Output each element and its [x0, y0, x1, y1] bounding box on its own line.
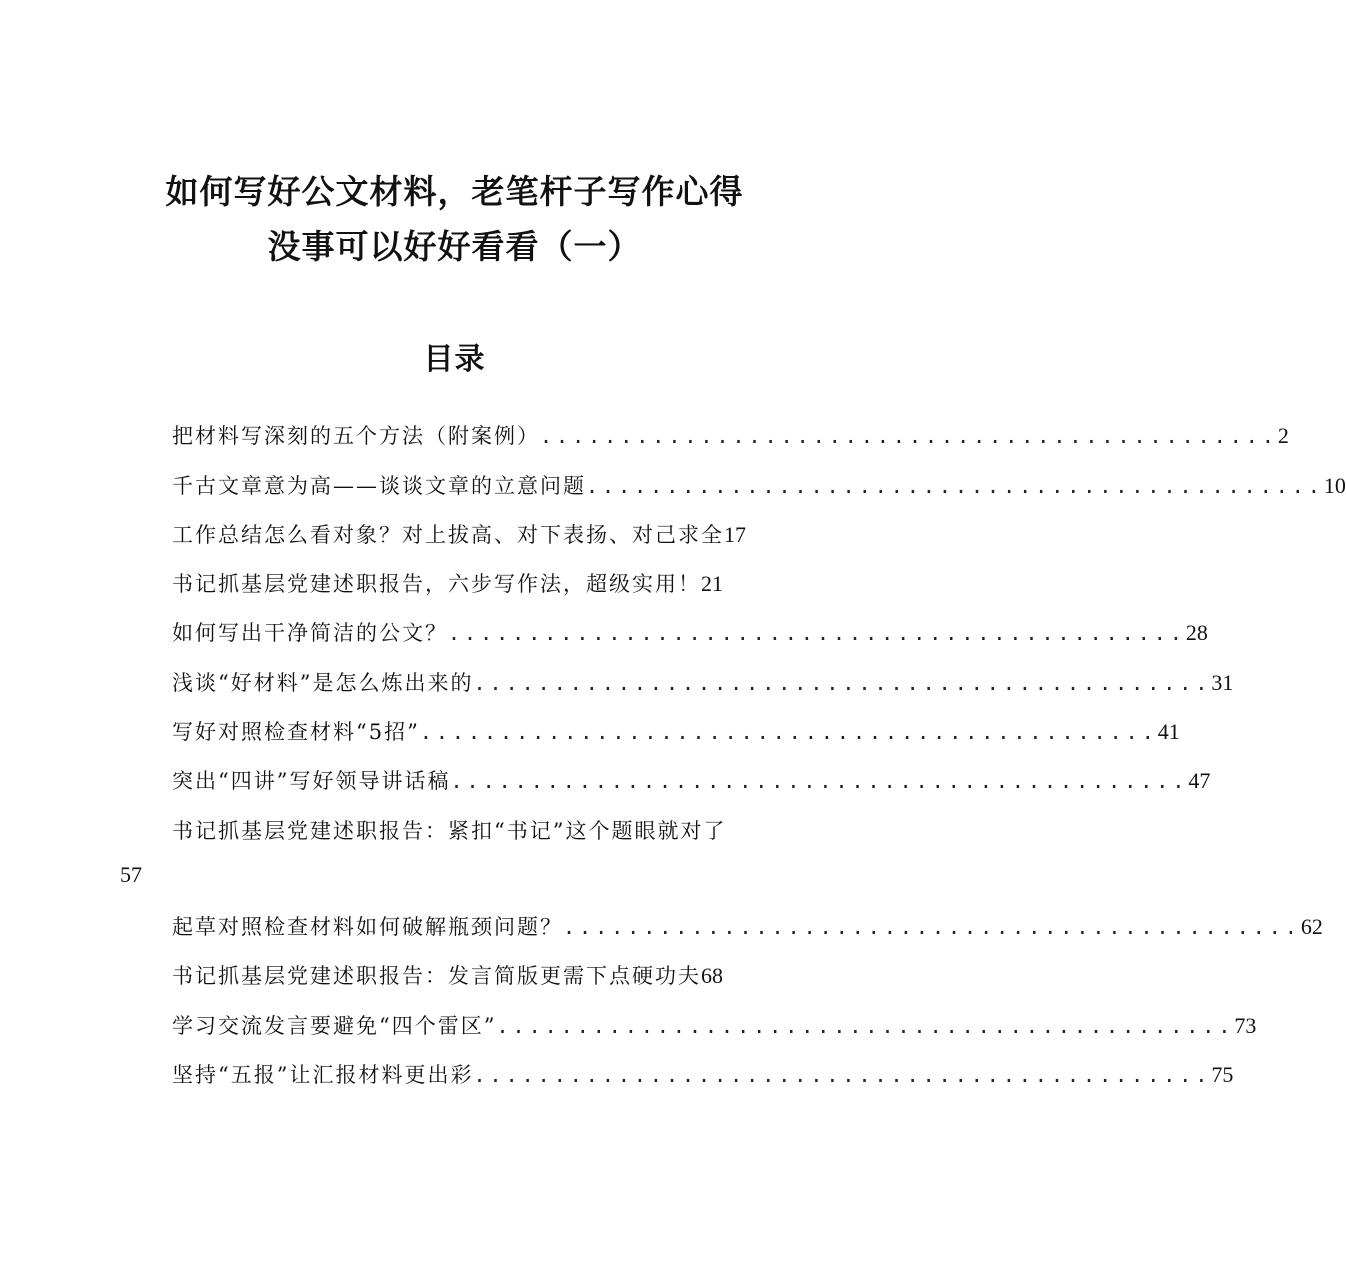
- toc-entry-title: 书记抓基层党建述职报告：紧扣“书记”这个题眼就对了: [172, 819, 727, 843]
- toc-entry[interactable]: [172, 667, 1234, 697]
- toc-entry[interactable]: [172, 420, 1289, 450]
- toc-entry-title: 工作总结怎么看对象？对上拔高、对下表扬、对己求全: [172, 523, 724, 547]
- toc-entry-title: 如何写出干净简洁的公文？: [172, 621, 448, 645]
- toc-entry-page: 31: [1211, 670, 1234, 695]
- toc-entry-title: 写好对照检查材料“5招”: [172, 720, 420, 744]
- toc-leader-dots: ..............................................: [563, 915, 1301, 939]
- toc-entry-page: 21: [701, 571, 723, 596]
- toc-entry-page: 68: [701, 963, 723, 988]
- toc-entry-title: 书记抓基层党建述职报告，六步写作法，超级实用！: [172, 572, 701, 596]
- toc-entry-page: 62: [1300, 914, 1323, 939]
- toc-entry[interactable]: [172, 911, 1323, 941]
- toc-entry-page: 17: [724, 522, 746, 547]
- document-title-line-2: 没事可以好好看看（一）: [267, 227, 642, 266]
- toc-leader-dots: ..............................................: [448, 621, 1186, 645]
- toc-entry[interactable]: [172, 1010, 1257, 1040]
- toc-entry-page: 2: [1277, 423, 1289, 448]
- toc-entry-page: 75: [1211, 1062, 1234, 1087]
- toc-entry[interactable]: [172, 568, 756, 598]
- toc-entry-title: 起草对照检查材料如何破解瓶颈问题？: [172, 915, 563, 939]
- toc-entry[interactable]: [172, 617, 1208, 647]
- toc-entry-title: 浅谈“好材料”是怎么炼出来的: [172, 671, 474, 695]
- toc-entry[interactable]: [172, 815, 792, 845]
- toc-entry-page: 28: [1185, 620, 1208, 645]
- toc-leader-dots: ..............................................: [586, 474, 1324, 498]
- toc-entry-title: 学习交流发言要避免“四个雷区”: [172, 1014, 497, 1038]
- toc-entry[interactable]: [172, 765, 1211, 795]
- toc-entry[interactable]: [172, 1059, 1234, 1089]
- toc-entry-page: 41: [1157, 719, 1180, 744]
- toc-entry-page[interactable]: 57: [120, 862, 142, 887]
- toc-leader-dots: ..............................................: [540, 424, 1278, 448]
- toc-entry-title: 千古文章意为高——谈谈文章的立意问题: [172, 474, 586, 498]
- document-title-line-1: 如何写好公文材料，老笔杆子写作心得: [165, 172, 744, 211]
- toc-entry[interactable]: [172, 960, 756, 990]
- toc-leader-dots: ..............................................: [473, 671, 1212, 695]
- toc-entry-title: 坚持“五报”让汇报材料更出彩: [172, 1063, 474, 1087]
- toc-entry-title: 突出“四讲”写好领导讲话稿: [172, 769, 451, 793]
- toc-leader-dots: ..............................................: [419, 720, 1158, 744]
- toc-leader-dots: ..............................................: [473, 1063, 1212, 1087]
- toc-heading: 目录: [423, 342, 486, 377]
- toc-entry[interactable]: [172, 519, 792, 549]
- toc-entry-title: 把材料写深刻的五个方法（附案例）: [172, 424, 540, 448]
- toc-entry[interactable]: [172, 470, 1346, 500]
- toc-entry[interactable]: [172, 716, 1180, 746]
- toc-leader-dots: ..............................................: [450, 769, 1189, 793]
- toc-entry-page: 47: [1188, 768, 1211, 793]
- toc-entry-title: 书记抓基层党建述职报告：发言简版更需下点硬功夫: [172, 964, 701, 988]
- toc-entry-page: 73: [1234, 1013, 1257, 1038]
- toc-leader-dots: ..............................................: [496, 1014, 1235, 1038]
- toc-entry-page: 10: [1323, 473, 1346, 498]
